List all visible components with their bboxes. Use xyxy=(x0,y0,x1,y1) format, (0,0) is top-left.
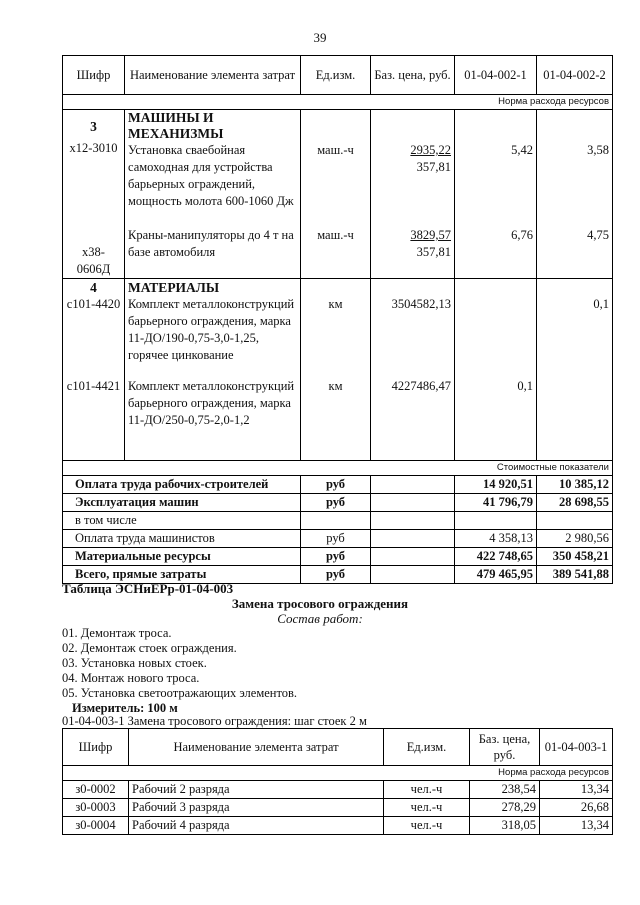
cost-unit: руб xyxy=(301,566,371,584)
header-col-b: 01-04-002-2 xyxy=(537,56,613,95)
row-value: 13,34 xyxy=(540,817,613,835)
cost-unit: руб xyxy=(301,548,371,566)
cost-name: Материальные ресурсы xyxy=(63,548,301,566)
cost-name: Всего, прямые затраты xyxy=(63,566,301,584)
cost-row xyxy=(63,476,613,494)
row-name: Рабочий 4 разряда xyxy=(129,817,384,835)
cost-row xyxy=(63,512,613,530)
table-label: Таблица ЭСНиЕРр-01-04-003 xyxy=(62,581,234,596)
row-value-a: 6,76 xyxy=(511,228,533,242)
row-name: Комплект металлоконструкций барьерного ограждения, марка 11-ДО/250-0,75-2,0-1,2 xyxy=(128,379,295,427)
row-price-wage: 357,81 xyxy=(416,245,451,259)
row-name: Установка сваебойная самоходная для устройства барьерных ограждений, мощность молота 600-1060 Дж xyxy=(128,143,294,208)
cost-name: Оплата труда машинистов xyxy=(63,530,301,548)
row-unit: чел.-ч xyxy=(384,799,470,817)
row-unit: км xyxy=(328,379,343,393)
row-unit: чел.-ч xyxy=(384,781,470,799)
work-item: 02. Демонтаж стоек ограждения. xyxy=(62,641,237,655)
band-norm: Норма расхода ресурсов xyxy=(63,766,613,781)
resource-table xyxy=(62,55,613,584)
cost-value-a: 479 465,95 xyxy=(455,566,537,584)
header-unit: Ед.изм. xyxy=(384,729,470,766)
header-code: Шифр xyxy=(63,729,129,766)
cost-row xyxy=(63,530,613,548)
table-row xyxy=(63,817,613,835)
row-code: с101-4420 xyxy=(66,297,121,311)
cost-value-a: 4 358,13 xyxy=(455,530,537,548)
cost-value-b: 350 458,21 xyxy=(537,548,613,566)
section-number: 4 xyxy=(90,280,97,295)
cost-value-b: 389 541,88 xyxy=(537,566,613,584)
row-code: х12-3010 xyxy=(69,141,118,155)
row-unit: км xyxy=(328,297,343,311)
section-row xyxy=(63,279,613,461)
row-price: 3504582,13 xyxy=(391,297,451,311)
cost-name: в том числе xyxy=(63,512,301,530)
work-item: 05. Установка светоотражающих элементов. xyxy=(62,686,298,700)
resource-table-2 xyxy=(62,728,613,835)
row-name: Рабочий 2 разряда xyxy=(129,781,384,799)
header-col: 01-04-003-1 xyxy=(540,729,613,766)
section-title: МАТЕРИАЛЫ xyxy=(128,280,220,295)
cost-unit: руб xyxy=(301,494,371,512)
header-unit: Ед.изм. xyxy=(301,56,371,95)
row-price-wage: 357,81 xyxy=(416,160,451,174)
row-unit: чел.-ч xyxy=(384,817,470,835)
header-code: Шифр xyxy=(63,56,125,95)
item-title: 01-04-003-1 Замена тросового ограждения: шаг стоек 2 м xyxy=(62,714,367,728)
row-value: 13,34 xyxy=(540,781,613,799)
row-unit: маш.-ч xyxy=(317,228,354,242)
cost-name: Оплата труда рабочих-строителей xyxy=(63,476,301,494)
row-value-a xyxy=(458,296,533,378)
cost-name: Эксплуатация машин xyxy=(63,494,301,512)
cost-value-b: 10 385,12 xyxy=(537,476,613,494)
cost-unit: руб xyxy=(301,476,371,494)
row-value: 26,68 xyxy=(540,799,613,817)
meter: Измеритель: 100 м xyxy=(72,701,178,715)
cost-value-a: 14 920,51 xyxy=(455,476,537,494)
table-row xyxy=(63,781,613,799)
row-price: 3829,57 xyxy=(410,228,451,242)
cost-value-a: 41 796,79 xyxy=(455,494,537,512)
header-col-a: 01-04-002-1 xyxy=(455,56,537,95)
cost-value-b: 2 980,56 xyxy=(537,530,613,548)
row-value-a: 5,42 xyxy=(511,143,533,157)
table-title: Замена тросового ограждения xyxy=(231,596,409,611)
row-price: 4227486,47 xyxy=(391,379,451,393)
header-name: Наименование элемента затрат xyxy=(125,56,301,95)
row-value-b: 3,58 xyxy=(587,143,609,157)
page-number: 39 xyxy=(313,30,327,45)
row-unit: маш.-ч xyxy=(317,143,354,157)
cost-unit: руб xyxy=(301,530,371,548)
band-norm: Норма расхода ресурсов xyxy=(63,95,613,110)
work-item: 03. Установка новых стоек. xyxy=(62,656,207,670)
row-code: з0-0003 xyxy=(63,799,129,817)
cost-row xyxy=(63,548,613,566)
row-code: х38-0606Д xyxy=(76,245,111,276)
header-price: Баз. цена, руб. xyxy=(470,729,540,766)
section-title: МАШИНЫ И МЕХАНИЗМЫ xyxy=(128,110,224,141)
row-price: 238,54 xyxy=(470,781,540,799)
row-code: з0-0004 xyxy=(63,817,129,835)
work-list xyxy=(62,626,297,701)
row-code: с101-4421 xyxy=(66,379,121,393)
row-price: 2935,22 xyxy=(410,143,451,157)
section-number: 3 xyxy=(90,119,97,134)
cost-value-a: 422 748,65 xyxy=(455,548,537,566)
table-row xyxy=(63,799,613,817)
row-value-a: 0,1 xyxy=(517,379,533,393)
row-name: Краны-манипуляторы до 4 т на базе автомобиля xyxy=(128,228,294,259)
row-price: 318,05 xyxy=(470,817,540,835)
band-cost: Стоимостные показатели xyxy=(63,461,613,476)
cost-row xyxy=(63,494,613,512)
header-price: Баз. цена, руб. xyxy=(371,56,455,95)
row-value-b: 4,75 xyxy=(587,228,609,242)
row-name: Комплект металлоконструкций барьерного ограждения, марка 11-ДО/190-0,75-3,0-1,25, горячее цинкование xyxy=(128,297,295,362)
section-row xyxy=(63,110,613,279)
row-price: 278,29 xyxy=(470,799,540,817)
header-name: Наименование элемента затрат xyxy=(129,729,384,766)
work-item: 04. Монтаж нового троса. xyxy=(62,671,200,685)
work-item: 01. Демонтаж троса. xyxy=(62,626,172,640)
row-name: Рабочий 3 разряда xyxy=(129,799,384,817)
table-subtitle: Состав работ: xyxy=(277,611,363,626)
row-value-b: 0,1 xyxy=(593,297,609,311)
row-code: з0-0002 xyxy=(63,781,129,799)
cost-value-b: 28 698,55 xyxy=(537,494,613,512)
